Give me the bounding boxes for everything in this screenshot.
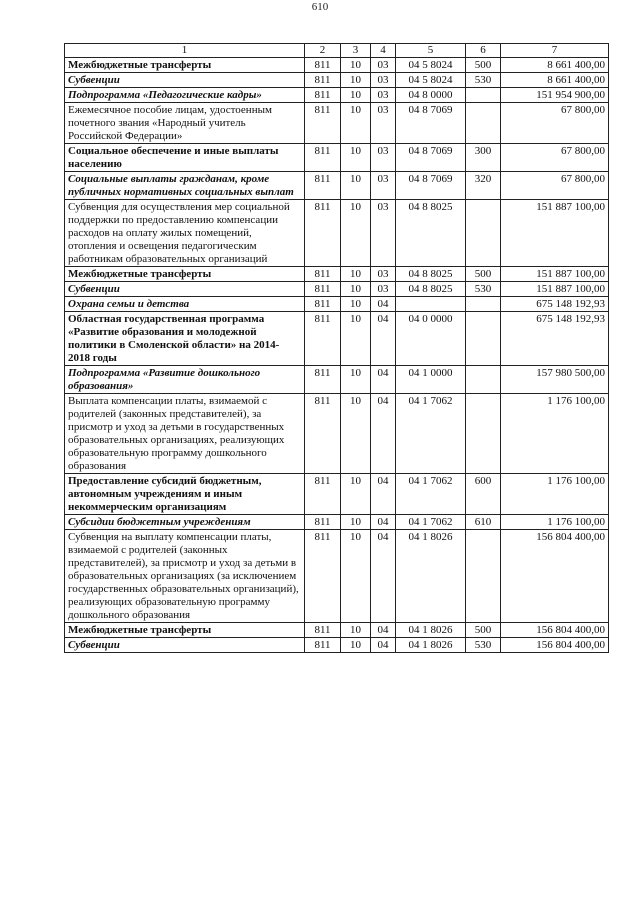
row-name: Межбюджетные трансферты (65, 267, 305, 282)
row-col-4: 04 (371, 623, 396, 638)
row-col-4: 04 (371, 394, 396, 474)
table-row (65, 200, 609, 267)
row-name: Областная государственная программа «Развитие образования и молодежной политики в Смоленской области» на 2014-2018 годы (65, 312, 305, 366)
row-col-4: 04 (371, 530, 396, 623)
budget-table (64, 43, 609, 653)
row-col-5: 04 5 8024 (396, 58, 466, 73)
row-col-5: 04 8 0000 (396, 88, 466, 103)
row-amount: 1 176 100,00 (501, 394, 609, 474)
row-name: Охрана семьи и детства (65, 297, 305, 312)
row-col-6 (466, 394, 501, 474)
row-col-6 (466, 200, 501, 267)
row-col-2: 811 (305, 312, 341, 366)
row-col-3: 10 (341, 73, 371, 88)
row-amount: 67 800,00 (501, 103, 609, 144)
row-col-2: 811 (305, 623, 341, 638)
table-row (65, 144, 609, 172)
row-amount: 151 887 100,00 (501, 282, 609, 297)
row-col-3: 10 (341, 58, 371, 73)
row-col-6 (466, 88, 501, 103)
table-row (65, 172, 609, 200)
row-col-2: 811 (305, 366, 341, 394)
row-name: Предоставление субсидий бюджетным, автономным учреждениям и иным некоммерческим организациям (65, 474, 305, 515)
header-col-6: 6 (466, 44, 501, 58)
table-header (65, 44, 609, 58)
row-name: Субвенции (65, 282, 305, 297)
header-col-7: 7 (501, 44, 609, 58)
table-row (65, 366, 609, 394)
row-name: Социальное обеспечение и иные выплаты населению (65, 144, 305, 172)
row-col-4: 03 (371, 58, 396, 73)
row-col-4: 03 (371, 73, 396, 88)
row-col-3: 10 (341, 515, 371, 530)
row-col-6: 610 (466, 515, 501, 530)
row-col-2: 811 (305, 530, 341, 623)
row-col-6 (466, 530, 501, 623)
row-col-6: 600 (466, 474, 501, 515)
table-body (65, 58, 609, 653)
table-row (65, 58, 609, 73)
row-col-5: 04 0 0000 (396, 312, 466, 366)
row-col-5: 04 8 7069 (396, 103, 466, 144)
row-col-2: 811 (305, 282, 341, 297)
row-name: Межбюджетные трансферты (65, 58, 305, 73)
row-col-6: 500 (466, 58, 501, 73)
row-col-3: 10 (341, 200, 371, 267)
row-col-5: 04 1 8026 (396, 530, 466, 623)
row-col-2: 811 (305, 58, 341, 73)
row-col-3: 10 (341, 366, 371, 394)
row-amount: 1 176 100,00 (501, 474, 609, 515)
row-name: Субсидии бюджетным учреждениям (65, 515, 305, 530)
table-row (65, 312, 609, 366)
table-row (65, 267, 609, 282)
row-col-5: 04 1 0000 (396, 366, 466, 394)
row-col-3: 10 (341, 638, 371, 653)
row-col-3: 10 (341, 312, 371, 366)
row-col-6: 320 (466, 172, 501, 200)
table-row (65, 73, 609, 88)
table-row (65, 103, 609, 144)
row-col-2: 811 (305, 144, 341, 172)
row-col-4: 04 (371, 515, 396, 530)
row-col-5 (396, 297, 466, 312)
row-col-3: 10 (341, 530, 371, 623)
row-col-2: 811 (305, 103, 341, 144)
row-name: Субвенции (65, 73, 305, 88)
row-col-5: 04 8 7069 (396, 172, 466, 200)
row-name: Подпрограмма «Развитие дошкольного образования» (65, 366, 305, 394)
row-name: Субвенции (65, 638, 305, 653)
row-col-5: 04 8 8025 (396, 200, 466, 267)
row-col-4: 03 (371, 282, 396, 297)
row-col-5: 04 8 8025 (396, 282, 466, 297)
row-amount: 151 887 100,00 (501, 200, 609, 267)
row-amount: 156 804 400,00 (501, 530, 609, 623)
row-col-3: 10 (341, 394, 371, 474)
row-col-6: 530 (466, 282, 501, 297)
row-col-3: 10 (341, 267, 371, 282)
table-row (65, 474, 609, 515)
row-amount: 151 954 900,00 (501, 88, 609, 103)
row-amount: 156 804 400,00 (501, 623, 609, 638)
row-col-3: 10 (341, 88, 371, 103)
row-col-6 (466, 103, 501, 144)
table-row (65, 394, 609, 474)
row-name: Выплата компенсации платы, взимаемой с родителей (законных представителей), за присмотр и уход за детьми в государственных образовательных организациях, реализующих образовательную программу дошкольного образования (65, 394, 305, 474)
row-col-6 (466, 366, 501, 394)
row-col-6 (466, 297, 501, 312)
row-col-5: 04 1 7062 (396, 474, 466, 515)
row-col-4: 04 (371, 474, 396, 515)
row-col-3: 10 (341, 623, 371, 638)
header-row (65, 44, 609, 58)
table-row (65, 515, 609, 530)
row-col-3: 10 (341, 282, 371, 297)
table-row (65, 88, 609, 103)
row-col-2: 811 (305, 267, 341, 282)
table-row (65, 297, 609, 312)
row-name: Субвенция на выплату компенсации платы, взимаемой с родителей (законных представителей), за присмотр и уход за детьми в образовательных организациях (за исключением государственных образовательных организаций), реализующих образовательную программу дошкольного образования (65, 530, 305, 623)
row-amount: 67 800,00 (501, 144, 609, 172)
row-col-4: 03 (371, 172, 396, 200)
row-col-2: 811 (305, 515, 341, 530)
row-col-4: 03 (371, 267, 396, 282)
row-col-4: 04 (371, 312, 396, 366)
row-col-3: 10 (341, 297, 371, 312)
row-col-4: 04 (371, 297, 396, 312)
row-amount: 67 800,00 (501, 172, 609, 200)
table-row (65, 282, 609, 297)
row-col-2: 811 (305, 73, 341, 88)
row-amount: 675 148 192,93 (501, 297, 609, 312)
header-col-4: 4 (371, 44, 396, 58)
row-amount: 151 887 100,00 (501, 267, 609, 282)
row-col-4: 03 (371, 103, 396, 144)
row-col-2: 811 (305, 88, 341, 103)
header-col-1: 1 (65, 44, 305, 58)
row-amount: 156 804 400,00 (501, 638, 609, 653)
row-col-5: 04 1 7062 (396, 394, 466, 474)
row-col-6: 530 (466, 73, 501, 88)
row-col-5: 04 8 8025 (396, 267, 466, 282)
row-col-3: 10 (341, 103, 371, 144)
row-col-2: 811 (305, 200, 341, 267)
row-col-4: 03 (371, 200, 396, 267)
header-col-3: 3 (341, 44, 371, 58)
row-col-2: 811 (305, 638, 341, 653)
table-row (65, 638, 609, 653)
row-col-6 (466, 312, 501, 366)
row-col-5: 04 1 8026 (396, 623, 466, 638)
row-amount: 675 148 192,93 (501, 312, 609, 366)
row-name: Подпрограмма «Педагогические кадры» (65, 88, 305, 103)
page-number: 610 (311, 1, 329, 13)
row-col-5: 04 5 8024 (396, 73, 466, 88)
row-col-3: 10 (341, 172, 371, 200)
row-col-4: 04 (371, 366, 396, 394)
row-amount: 8 661 400,00 (501, 58, 609, 73)
row-col-6: 300 (466, 144, 501, 172)
row-name: Ежемесячное пособие лицам, удостоенным почетного звания «Народный учитель Российской Федерации» (65, 103, 305, 144)
row-amount: 8 661 400,00 (501, 73, 609, 88)
row-name: Субвенция для осуществления мер социальной поддержки по предоставлению компенсации расходов на оплату жилых помещений, отопления и освещения педагогическим работникам образовательных организаций (65, 200, 305, 267)
table-row (65, 530, 609, 623)
row-col-4: 03 (371, 144, 396, 172)
header-col-5: 5 (396, 44, 466, 58)
row-amount: 1 176 100,00 (501, 515, 609, 530)
row-col-6: 500 (466, 623, 501, 638)
row-col-2: 811 (305, 474, 341, 515)
header-col-2: 2 (305, 44, 341, 58)
row-col-4: 04 (371, 638, 396, 653)
row-col-6: 530 (466, 638, 501, 653)
row-col-3: 10 (341, 144, 371, 172)
row-name: Социальные выплаты гражданам, кроме публичных нормативных социальных выплат (65, 172, 305, 200)
row-col-5: 04 8 7069 (396, 144, 466, 172)
row-col-2: 811 (305, 394, 341, 474)
row-col-3: 10 (341, 474, 371, 515)
row-col-2: 811 (305, 172, 341, 200)
row-name: Межбюджетные трансферты (65, 623, 305, 638)
row-col-2: 811 (305, 297, 341, 312)
row-amount: 157 980 500,00 (501, 366, 609, 394)
row-col-5: 04 1 8026 (396, 638, 466, 653)
table-row (65, 623, 609, 638)
row-col-5: 04 1 7062 (396, 515, 466, 530)
row-col-6: 500 (466, 267, 501, 282)
row-col-4: 03 (371, 88, 396, 103)
